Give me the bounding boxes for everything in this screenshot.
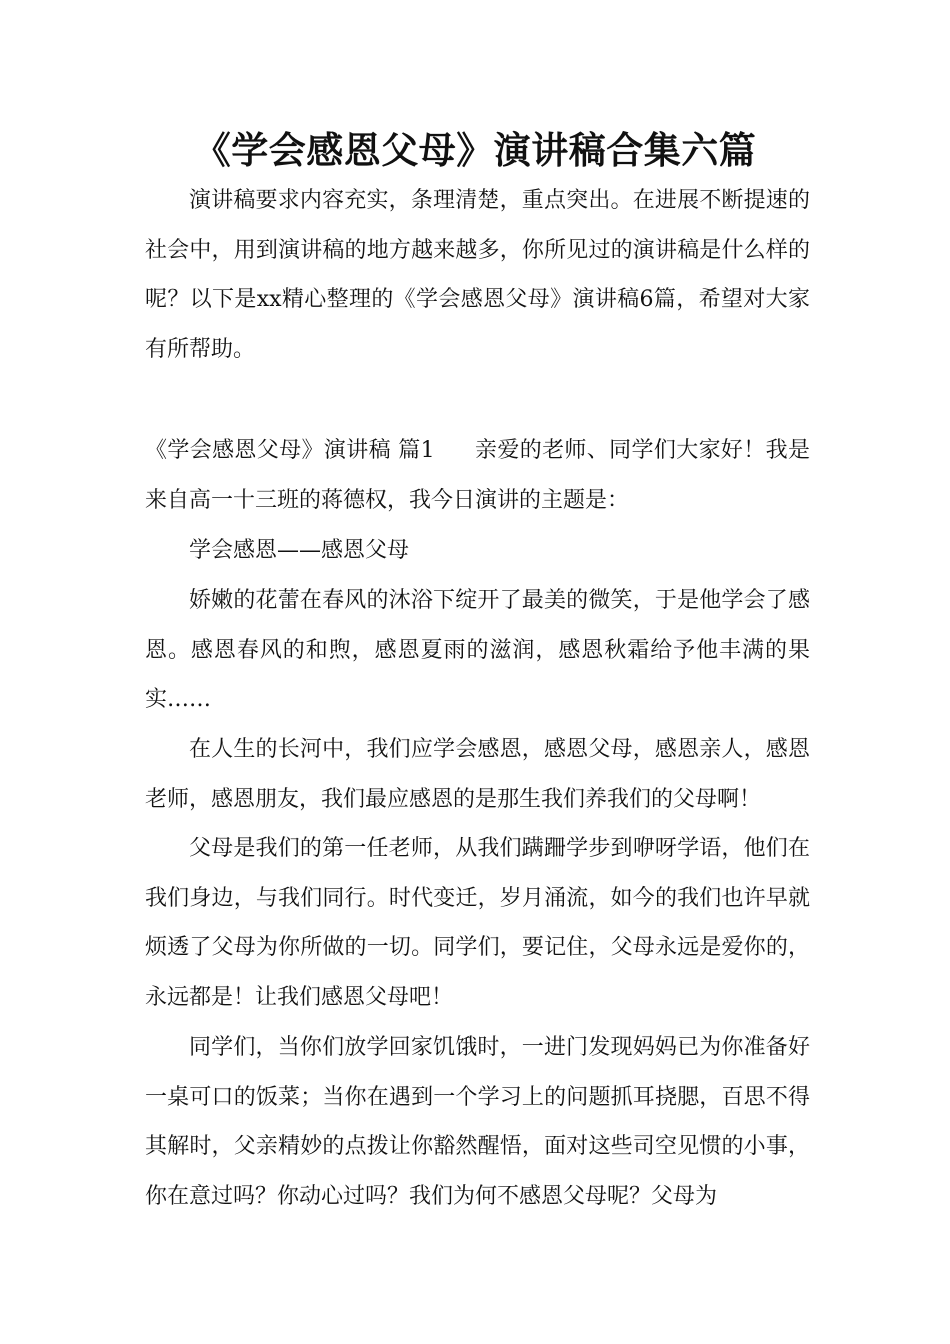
document-title: 《学会感恩父母》演讲稿合集六篇 bbox=[193, 129, 757, 172]
paragraph-flower-bud: 娇嫩的花蕾在春风的沐浴下绽开了最美的微笑，于是他学会了感恩。感恩春风的和煦，感恩夏雨的滋润，感恩秋霜给予他丰满的果实…… bbox=[145, 588, 810, 713]
paragraph-river-of-life: 在人生的长河中，我们应学会感恩，感恩父母，感恩亲人，感恩老师，感恩朋友，我们最应感恩的是那生我们养我们的父母啊！ bbox=[145, 737, 810, 812]
paragraph-classmates: 同学们，当你们放学回家饥饿时，一进门发现妈妈已为你准备好一桌可口的饭菜；当你在遇到一个学习上的问题抓耳挠腮，百思不得其解时，父亲精妙的点拨让你豁然醒悟，面对这些司空见惯的小事，你在意过吗？你动心过吗？我们为何不感恩父母呢？父母为 bbox=[145, 1035, 810, 1209]
paragraph-first-teacher: 父母是我们的第一任老师，从我们蹒跚学步到咿呀学语，他们在我们身边，与我们同行。时代变迁，岁月涌流，如今的我们也许早就烦透了父母为你所做的一切。同学们，要记住，父母永远是爱你的，永远都是！让我们感恩父母吧！ bbox=[145, 836, 810, 1010]
section-heading: 《学会感恩父母》演讲稿 篇1 bbox=[145, 438, 435, 463]
section-first-text: 亲爱的老师、同学们大家好！我是来自高一十三班的蒋德权，我今日演讲的主题是： bbox=[145, 438, 810, 513]
intro-paragraph: 演讲稿要求内容充实，条理清楚，重点突出。在进展不断提速的社会中，用到演讲稿的地方越来越多，你所见过的演讲稿是什么样的呢？以下是xx精心整理的《学会感恩父母》演讲稿6篇，希望对大家有所帮助。 bbox=[145, 188, 810, 362]
section-first-paragraph bbox=[145, 426, 810, 525]
paragraph-speech-theme: 学会感恩——感恩父母 bbox=[189, 538, 410, 563]
